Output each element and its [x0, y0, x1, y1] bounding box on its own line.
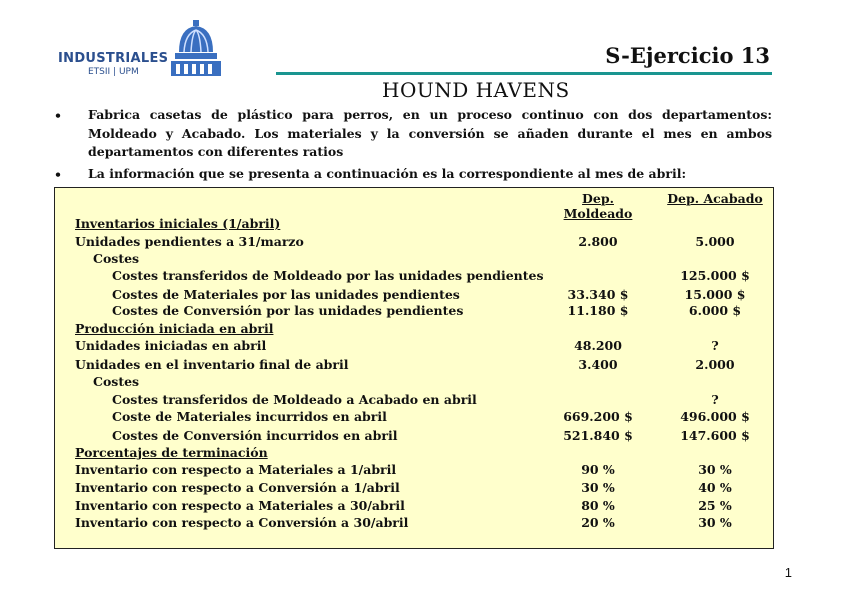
table-row [55, 251, 773, 269]
cell-moldeado: 521.840 $ [563, 428, 633, 443]
table-row [55, 445, 773, 463]
logo-text: INDUSTRIALES [58, 51, 169, 66]
cell-moldeado: 33.340 $ [567, 287, 629, 302]
row-label: Costes [93, 251, 140, 266]
cell-acabado: ? [711, 338, 719, 353]
bullet-marker: • [54, 167, 62, 182]
cell-acabado: 147.600 $ [680, 428, 750, 443]
cell-acabado: 30 % [698, 462, 732, 477]
table-row [55, 303, 773, 321]
cell-moldeado: 3.400 [578, 357, 618, 372]
row-label: Inventario con respecto a Materiales a 1/abril [75, 462, 397, 477]
cell-moldeado: 48.200 [574, 338, 622, 353]
bullet-text-2: La información que se presenta a continuación es la correspondiente al mes de abril: [88, 166, 687, 181]
row-label: Coste de Materiales incurridos en abril [112, 409, 387, 424]
table-header-row [55, 191, 773, 221]
logo [58, 20, 228, 80]
dome-icon [171, 20, 221, 78]
table-row [55, 216, 773, 234]
cell-acabado: 25 % [698, 498, 732, 513]
row-label: Costes de Materiales por las unidades pendientes [112, 287, 460, 302]
cell-acabado: 496.000 $ [680, 409, 750, 424]
row-label: Costes transferidos de Moldeado por las unidades pendientes [112, 268, 544, 283]
cell-acabado: 15.000 $ [684, 287, 746, 302]
table-row [55, 357, 773, 375]
table-row [55, 234, 773, 252]
row-label: Costes transferidos de Moldeado a Acabado en abril [112, 392, 477, 407]
table-row [55, 409, 773, 427]
page-title: HOUND HAVENS [382, 78, 570, 102]
cell-acabado: 125.000 $ [680, 268, 750, 283]
cell-moldeado: 80 % [581, 498, 615, 513]
row-label: Costes [93, 374, 140, 389]
cell-acabado: 5.000 [695, 234, 735, 249]
row-label: Costes de Conversión incurridos en abril [112, 428, 398, 443]
table-row [55, 462, 773, 480]
cell-acabado: 30 % [698, 515, 732, 530]
cell-acabado: 2.000 [695, 357, 735, 372]
bullet-text-1: Fabrica casetas de plástico para perros, en un proceso continuo con dos departamentos: Moldeado y Acabado. Los materiales y la conversión se añaden durante el mes en ambos departamentos con diferentes ratios [88, 107, 772, 159]
logo-subtext: ETSII | UPM [88, 67, 139, 77]
row-label: Unidades en el inventario final de abril [75, 357, 349, 372]
cell-moldeado: 669.200 $ [563, 409, 633, 424]
row-label: Inventario con respecto a Conversión a 1/abril [75, 480, 400, 495]
row-label: Unidades pendientes a 31/marzo [75, 234, 304, 249]
row-label: Inventario con respecto a Conversión a 30/abril [75, 515, 409, 530]
col-header-acabado: Dep. Acabado [667, 191, 763, 206]
section-label: Producción iniciada en abril [75, 321, 274, 336]
cell-moldeado: 11.180 $ [567, 303, 629, 318]
cell-acabado: 6.000 $ [688, 303, 742, 318]
table-row [55, 480, 773, 498]
cell-moldeado: 2.800 [578, 234, 618, 249]
cell-moldeado: 20 % [581, 515, 615, 530]
row-label: Unidades iniciadas en abril [75, 338, 267, 353]
col-header-moldeado: Dep. Moldeado [563, 191, 633, 221]
section-label: Porcentajes de terminación [75, 445, 268, 460]
table-row [55, 392, 773, 410]
data-table [54, 187, 774, 549]
row-label: Inventario con respecto a Materiales a 30/abril [75, 498, 405, 513]
cell-moldeado: 30 % [581, 480, 615, 495]
table-row [55, 338, 773, 356]
cell-acabado: 40 % [698, 480, 732, 495]
cell-acabado: ? [711, 392, 719, 407]
row-label: Costes de Conversión por las unidades pendientes [112, 303, 464, 318]
table-row [55, 268, 773, 286]
section-label: Inventarios iniciales (1/abril) [75, 216, 281, 231]
bullet-marker: • [54, 108, 62, 123]
table-row [55, 374, 773, 392]
table-row [55, 515, 773, 533]
exercise-title: S-Ejercicio 13 [605, 43, 770, 68]
table-row [55, 321, 773, 339]
title-divider [276, 72, 772, 75]
page-number: 1 [784, 565, 792, 580]
table-row [55, 498, 773, 516]
cell-moldeado: 90 % [581, 462, 615, 477]
table-row [55, 428, 773, 446]
